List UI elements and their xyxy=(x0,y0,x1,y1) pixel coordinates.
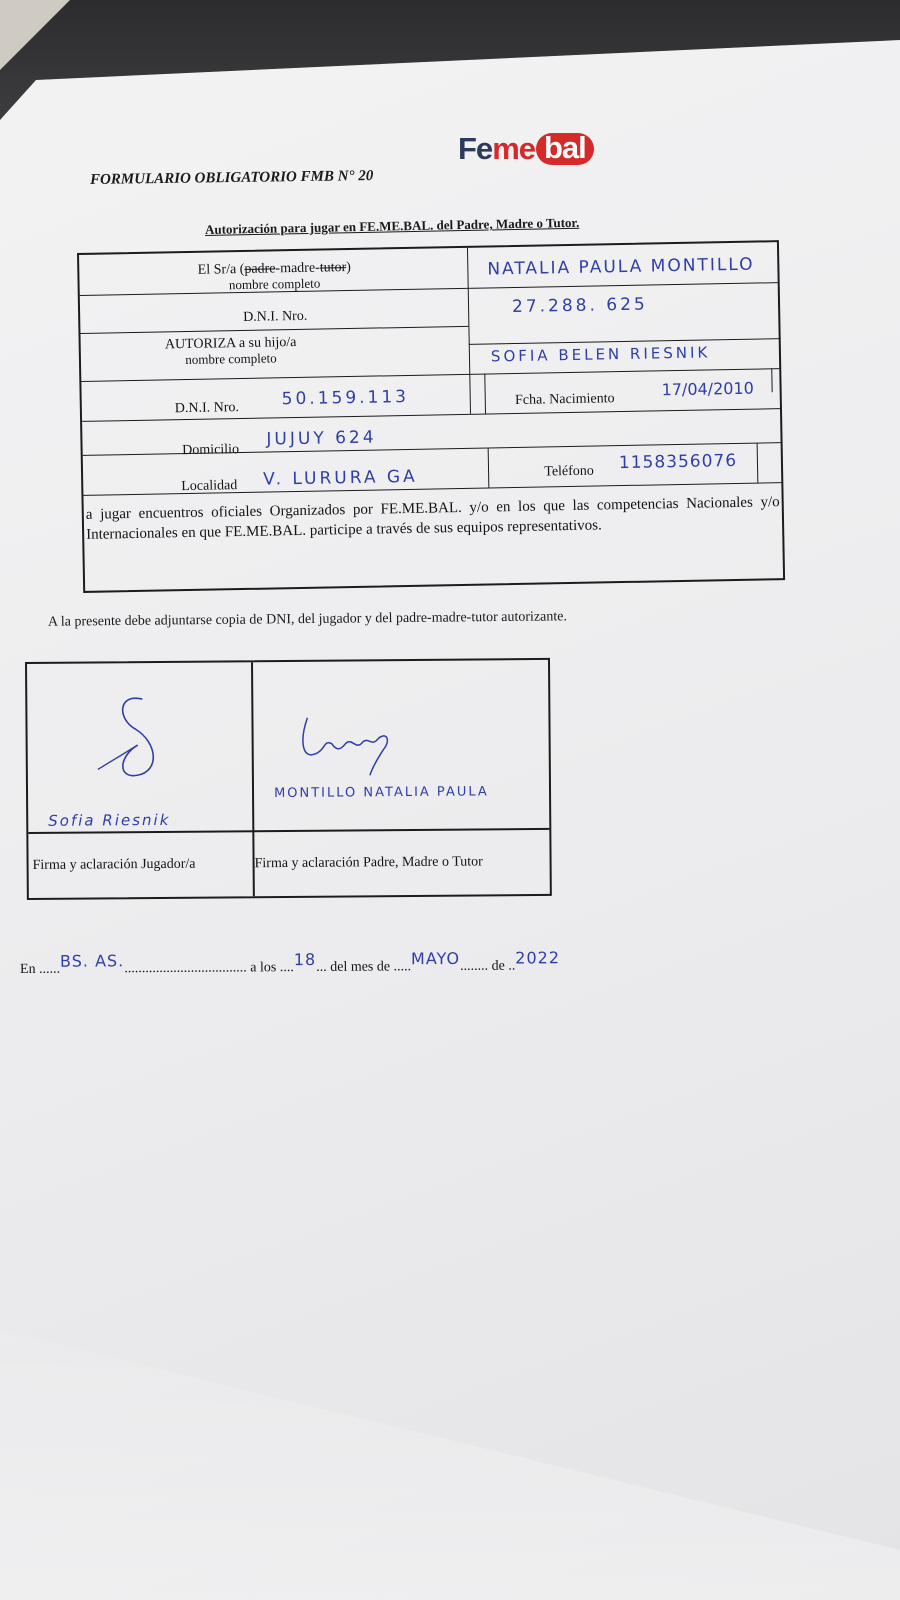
footer-de-label: de xyxy=(491,958,505,974)
handwritten-domicilio: JUJUY 624 xyxy=(266,427,377,450)
label-parent-sub: nombre completo xyxy=(228,275,321,293)
label-dni-parent: D.N.I. Nro. xyxy=(242,308,308,325)
table-row-divider xyxy=(80,326,468,334)
table-column-divider-inner xyxy=(488,447,490,487)
parent-signature-label: Firma y aclaración Padre, Madre o Tutor xyxy=(254,854,483,872)
table-column-divider-inner xyxy=(484,374,486,414)
form-subtitle: Autorización para jugar en FE.ME.BAL. del Padre, Madre o Tutor. xyxy=(204,214,580,237)
footer-dots: ........ xyxy=(460,958,489,974)
footer-dots: ................................... xyxy=(124,960,247,977)
logo-part-bal: bal xyxy=(536,133,594,165)
label-parent-struck-1: padre xyxy=(244,261,276,277)
player-signature-mark xyxy=(87,691,178,782)
logo-part-me: me xyxy=(492,131,535,166)
player-signature-label: Firma y aclaración Jugador/a xyxy=(32,856,196,873)
footer-del-mes-label: del mes de xyxy=(330,959,391,975)
parent-signature-mark xyxy=(295,709,406,780)
attachment-note: A la presente debe adjuntarse copia de DNI, del jugador y del padre-madre-tutor autorizante. xyxy=(47,609,568,630)
handwritten-day: 18 xyxy=(293,949,317,970)
handwritten-dni-child: 50.159.113 xyxy=(281,386,410,410)
date-place-line xyxy=(19,948,561,978)
table-column-divider-right xyxy=(771,368,772,392)
form-title: FORMULARIO OBLIGATORIO FMB N° 20 xyxy=(89,168,374,188)
handwritten-telefono: 1158356076 xyxy=(618,450,738,474)
table-column-divider-right xyxy=(757,443,759,483)
handwritten-localidad: V. LURURA GA xyxy=(263,466,418,490)
label-parent-prefix: El Sr/a ( xyxy=(197,261,245,278)
handwritten-parent-name: NATALIA PAULA MONTILLO xyxy=(487,254,755,280)
label-parent-name xyxy=(109,258,439,294)
logo-part-fe: Fe xyxy=(458,131,493,166)
footer-dots: ...... xyxy=(39,961,61,977)
footer-dots: .... xyxy=(279,960,294,976)
footer-dots: ..... xyxy=(393,959,412,975)
handwritten-year: 2022 xyxy=(515,948,561,968)
label-parent-middle: -madre- xyxy=(275,260,320,277)
label-telefono: Teléfono xyxy=(544,463,595,480)
player-printed-name: Sofia Riesnik xyxy=(48,810,171,830)
label-autoriza-main: AUTORIZA a su hijo/a xyxy=(164,334,297,353)
handwritten-dni-parent: 27.288. 625 xyxy=(511,294,648,318)
label-autoriza xyxy=(101,334,362,369)
femebal-logo xyxy=(458,132,594,166)
handwritten-place: BS. AS. xyxy=(59,951,125,971)
label-dni-child: D.N.I. Nro. xyxy=(174,400,240,417)
parent-printed-name: MONTILLO NATALIA PAULA xyxy=(273,784,489,802)
handwritten-month: MAYO xyxy=(410,948,461,969)
authorization-paragraph: a jugar encuentros oficiales Organizados por FE.ME.BAL. y/o en los que las competencias Nacionales y/o Internacionales en que FE.ME.BAL. participe a través de sus equipos representativos. xyxy=(85,494,780,543)
footer-en-label: En xyxy=(19,961,36,977)
authorization-table xyxy=(77,240,785,593)
label-localidad: Localidad xyxy=(181,478,238,495)
signature-table xyxy=(25,658,552,900)
label-parent-struck-2: tutor xyxy=(319,260,347,276)
label-domicilio: Domicilio xyxy=(182,442,240,459)
footer-dots: ... xyxy=(316,959,327,975)
label-birth-date: Fcha. Nacimiento xyxy=(514,391,615,408)
table-column-divider xyxy=(467,248,471,414)
table-row-divider xyxy=(469,338,781,345)
handwritten-child-name: SOFIA BELEN RIESNIK xyxy=(490,343,711,366)
label-autoriza-sub: nombre completo xyxy=(185,350,277,368)
handwritten-birth-date: 17/04/2010 xyxy=(661,378,754,400)
footer-dots: .. xyxy=(508,958,516,974)
footer-a-los-label: a los xyxy=(250,960,277,976)
label-parent-suffix: ) xyxy=(346,259,352,276)
